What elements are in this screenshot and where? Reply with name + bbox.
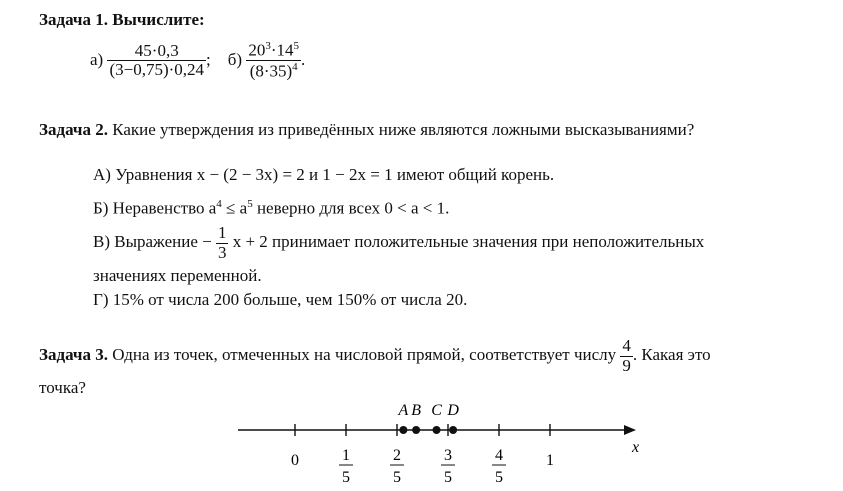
task2-c-fraction: $\frac{1}{3}$: [217, 223, 227, 262]
axis-variable-label: x: [632, 439, 640, 456]
task2-header: [39, 120, 694, 140]
task1-a-label: а): [90, 49, 104, 69]
tick-label-numerator: 2: [393, 447, 401, 464]
task3-line2: точка?: [39, 378, 86, 397]
task1-a-denominator: (3−0,75)·0,24: [109, 60, 205, 80]
point-c: [433, 426, 441, 434]
task1-a-numerator: 45·0,3: [134, 40, 179, 60]
tick-label-denominator: 5: [495, 469, 503, 486]
point-d: [449, 426, 457, 434]
tick-label-numerator: 3: [444, 447, 452, 464]
task1-b-label: б): [227, 49, 243, 69]
task3-title: Задача 3.: [39, 345, 108, 365]
task2-option-c: В) Выражение − $\frac{1}{3}$ x + 2 принимает положительные значения при неположительных: [93, 223, 705, 262]
point-label-c: C: [431, 402, 442, 419]
task2-option-d: Г) 15% от числа 200 больше, чем 150% от числа 20.: [93, 290, 468, 309]
point-label-d: D: [447, 402, 459, 419]
task1-end: .: [301, 49, 306, 69]
task1-b-denominator: $(8\cdot 35)^4$: [246, 60, 301, 81]
task2-option-a: А) Уравнения x − (2 − 3x) = 2 и 1 − 2x = 1 имеют общий корень.: [93, 165, 555, 184]
task2-question: Какие утверждения из приведённых ниже являются ложными высказываниями?: [112, 120, 695, 139]
point-b: [412, 426, 420, 434]
task1-separator: ;: [206, 49, 211, 69]
task2-title: Задача 2.: [39, 120, 108, 139]
task3-text-post: . Какая это: [632, 345, 711, 365]
tick-label-denominator: 5: [342, 469, 350, 486]
tick-label-denominator: 5: [393, 469, 401, 486]
number-line: [0, 395, 843, 491]
task3-fraction: $\frac{4}{9}$: [622, 336, 631, 375]
axis-arrow: [624, 425, 636, 435]
point-label-a: A: [398, 402, 409, 419]
task3-text-pre: Одна из точек, отмеченных на числовой прямой, соответствует числу: [112, 345, 617, 365]
task1-a-fraction: [107, 42, 206, 80]
task3-text: [39, 337, 711, 375]
task1-expressions: [90, 40, 305, 82]
tick-label-numerator: 4: [495, 447, 503, 464]
point-a: [399, 426, 407, 434]
task1-title: Задача 1. Вычислите:: [39, 10, 205, 29]
point-label-b: B: [411, 402, 422, 419]
tick-label-denominator: 5: [444, 469, 452, 486]
tick-label-one: 1: [546, 452, 554, 469]
tick-label-zero: 0: [291, 452, 299, 469]
task1-b-fraction: [246, 40, 301, 82]
task2-option-c-line2: значениях переменной.: [93, 266, 262, 285]
tick-label-numerator: 1: [342, 447, 350, 464]
task1-b-numerator: $20^3\cdot 14^5$: [248, 40, 300, 60]
task2-option-b: Б) Неравенство $a^4 \le a^5$ неверно для всех 0 < a < 1.: [93, 198, 450, 218]
